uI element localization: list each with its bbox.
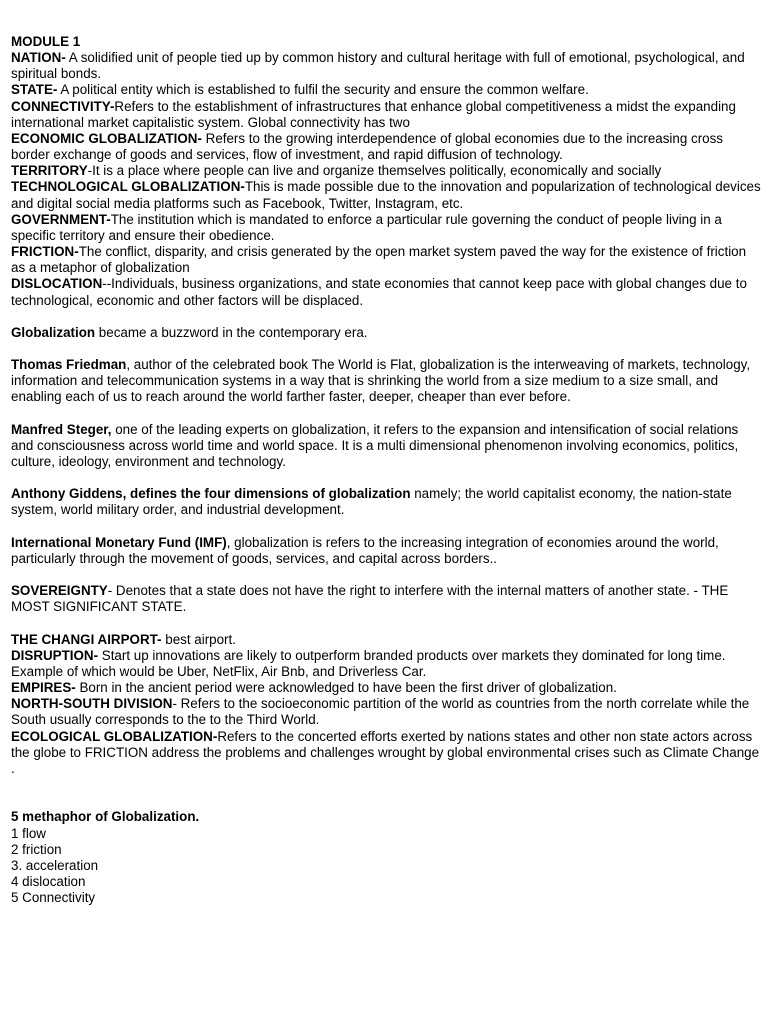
definition-text: Refers to the concerted efforts exerted by nations states and other non state actors across the globe to FRICTION address the problems and challenges wrought by global environmental crises such as Climate Change . — [11, 728, 760, 776]
definition-term: TERRITORY — [11, 163, 88, 179]
paragraph-term: Globalization — [11, 324, 96, 340]
list-item: 2 friction — [11, 841, 62, 857]
paragraph-text: , globalization is refers to the increasing integration of economies around the world, particularly through the movement of goods, services, and capital across borders.. — [11, 534, 719, 566]
definition-connectivity — [11, 99, 761, 131]
spacer — [11, 406, 761, 422]
definition-term: ECONOMIC GLOBALIZATION- — [11, 130, 202, 146]
definition-term: DISRUPTION- — [11, 647, 99, 663]
metaphor-heading: 5 methaphor of Globalization. — [11, 809, 200, 825]
definition-disruption — [11, 648, 761, 680]
metaphor-list — [11, 826, 761, 907]
friedman-paragraph — [11, 357, 761, 405]
definitions-block-a — [11, 50, 761, 309]
definition-technological-globalization — [11, 179, 761, 211]
spacer — [11, 309, 761, 325]
definition-text: A political entity which is established to fulfil the security and ensure the common welfare. — [57, 82, 589, 98]
list-item: 4 dislocation — [11, 874, 86, 889]
definition-changi-airport — [11, 632, 761, 648]
document-page — [11, 34, 761, 906]
imf-paragraph — [11, 535, 761, 567]
definition-term: CONNECTIVITY- — [11, 98, 115, 114]
giddens-paragraph — [11, 486, 761, 518]
definition-text: - Refers to the socioeconomic partition of the world as countries from the north correlate while the South usually corresponds to the to the Third World. — [11, 696, 750, 728]
definition-term: ECOLOGICAL GLOBALIZATION- — [11, 728, 218, 744]
sovereignty-paragraph — [11, 583, 761, 615]
definition-text: best airport. — [161, 631, 236, 647]
definition-text: --Individuals, business organizations, and state economies that cannot keep pace with global changes due to technological, economic and other factors will be displaced. — [11, 276, 747, 308]
definition-text: Start up innovations are likely to outperform branded products over markets they dominated for long time. Example of which would be Uber, NetFlix, Air Bnb, and Driverless Car. — [11, 647, 726, 679]
definition-term: THE CHANGI AIRPORT- — [11, 631, 162, 647]
module-title: MODULE 1 — [11, 34, 81, 49]
definition-friction — [11, 244, 761, 276]
paragraph-term: Thomas Friedman — [11, 357, 127, 373]
paragraph-term: SOVEREIGNTY — [11, 583, 108, 599]
definition-term: EMPIRES- — [11, 680, 76, 696]
spacer — [11, 470, 761, 486]
definition-state — [11, 82, 761, 98]
paragraph-term: Manfred Steger, — [11, 421, 112, 437]
definition-term: DISLOCATION — [11, 276, 103, 292]
list-item: 5 Connectivity — [11, 890, 96, 906]
definition-term: TECHNOLOGICAL GLOBALIZATION- — [11, 179, 245, 195]
definition-text: A solidified unit of people tied up by common history and cultural heritage with full of emotional, psychological, and spiritual bonds. — [11, 50, 745, 82]
paragraph-text: , author of the celebrated book The World is Flat, globalization is the interweaving of markets, technology, information and telecommunication systems in a way that is shrinking the world from a size medium to a size small, and enabling each of us to reach around the world farther faster, deeper, cheaper than ever before. — [11, 357, 751, 405]
paragraph-text: namely; the world capitalist economy, the nation-state system, world military order, and industrial development. — [11, 486, 732, 518]
spacer — [11, 616, 761, 632]
spacer — [11, 777, 761, 809]
list-item: 3. acceleration — [11, 857, 99, 873]
list-item: 1 flow — [11, 825, 46, 841]
definition-text: Refers to the growing interdependence of global economies due to the increasing cross border exchange of goods and services, flow of investment, and rapid diffusion of technology. — [11, 130, 723, 163]
steger-paragraph — [11, 422, 761, 470]
definition-empires — [11, 680, 761, 696]
definition-text: The conflict, disparity, and crisis generated by the open market system paved the way for the existence of friction as a metaphor of globalization — [11, 244, 747, 276]
paragraph-text: one of the leading experts on globalization, it refers to the expansion and intensification of social relations and consciousness across world time and world space. It is a multi dimensional phenomenon involving economics, politics, culture, ideology, environment and technology. — [11, 421, 739, 470]
paragraph-term: Anthony Giddens, defines the four dimensions of globalization — [11, 486, 411, 502]
paragraph-text: became a buzzword in the contemporary era. — [95, 324, 368, 340]
definition-text: The institution which is mandated to enforce a particular rule governing the conduct of people living in a specific territory and ensure their obedience. — [11, 211, 722, 243]
spacer — [11, 567, 761, 583]
definition-text: -It is a place where people can live and organize themselves politically, economically and socially — [87, 163, 662, 179]
definition-term: NORTH-SOUTH DIVISION — [11, 696, 173, 712]
definition-term: NATION- — [11, 50, 66, 66]
definition-government — [11, 212, 761, 244]
paragraph-term: International Monetary Fund (IMF) — [11, 534, 227, 550]
paragraph-text: - Denotes that a state does not have the right to interfere with the internal matters of another state. - THE MOST SIGNIFICANT STATE. — [11, 583, 729, 615]
definition-term: GOVERNMENT- — [11, 211, 111, 227]
definition-territory — [11, 163, 761, 179]
definition-text: Refers to the establishment of infrastructures that enhance global competitiveness a midst the expanding international market capitalistic system. Global connectivity has two — [11, 98, 736, 130]
definition-north-south-division — [11, 696, 761, 728]
definitions-block-b — [11, 632, 761, 777]
definition-text: This is made possible due to the innovation and popularization of technological devices and digital social media platforms such as Facebook, Twitter, Instagram, etc. — [11, 179, 761, 211]
spacer — [11, 519, 761, 535]
definition-term: STATE- — [11, 82, 58, 98]
definition-ecological-globalization — [11, 729, 761, 777]
spacer — [11, 341, 761, 357]
definition-nation — [11, 50, 761, 82]
definition-term: FRICTION- — [11, 244, 79, 260]
definition-text: Born in the ancient period were acknowledged to have been the first driver of globalization. — [75, 680, 617, 696]
globalization-paragraph — [11, 325, 761, 341]
definition-dislocation — [11, 276, 761, 308]
definition-economic-globalization — [11, 131, 761, 163]
